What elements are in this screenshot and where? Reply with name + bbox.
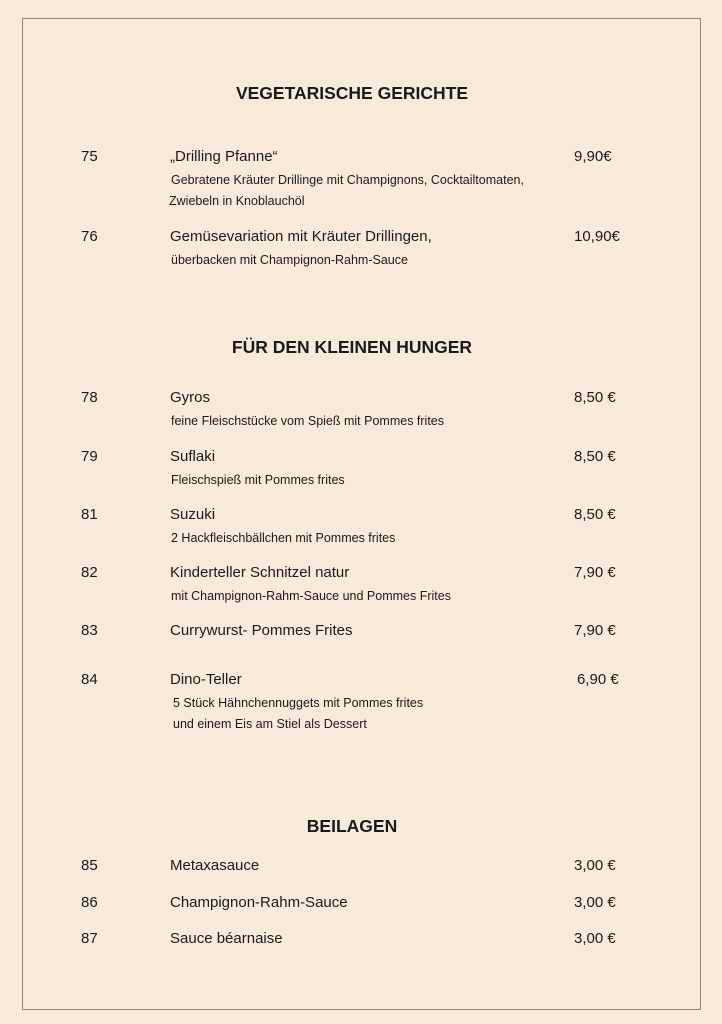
item-name: „Drilling Pfanne“ <box>170 148 278 165</box>
item-price: 8,50 € <box>574 389 616 406</box>
section-heading: BEILAGEN <box>306 816 398 836</box>
item-number: 84 <box>81 671 98 688</box>
item-name: Suzuki <box>170 506 216 523</box>
item-number: 82 <box>81 564 98 581</box>
item-number: 76 <box>81 228 98 245</box>
item-name: Metaxasauce <box>170 857 260 874</box>
item-name: Dino-Teller <box>170 671 242 688</box>
item-name: Currywurst- Pommes Frites <box>170 622 353 639</box>
item-number: 86 <box>81 894 98 911</box>
section-heading: VEGETARISCHE GERICHTE <box>235 83 469 103</box>
item-price: 9,90€ <box>574 148 612 165</box>
item-number: 79 <box>81 448 98 465</box>
item-description: Zwiebeln in Knoblauchöl <box>169 194 305 208</box>
item-description: 2 Hackfleischbällchen mit Pommes frites <box>171 531 396 545</box>
item-price: 7,90 € <box>574 622 616 639</box>
item-price: 3,00 € <box>574 894 616 911</box>
item-price: 6,90 € <box>577 671 619 688</box>
item-price: 3,00 € <box>574 930 616 947</box>
item-price: 8,50 € <box>574 448 616 465</box>
item-description: Gebratene Kräuter Drillinge mit Champignons, Cocktailtomaten, <box>171 173 524 187</box>
section-heading: FÜR DEN KLEINEN HUNGER <box>231 337 473 357</box>
item-number: 75 <box>81 148 98 165</box>
item-number: 83 <box>81 622 98 639</box>
item-name: Kinderteller Schnitzel natur <box>170 564 350 581</box>
item-number: 87 <box>81 930 98 947</box>
item-name: Gyros <box>170 389 211 406</box>
item-name: Sauce béarnaise <box>170 930 283 947</box>
item-description: feine Fleischstücke vom Spieß mit Pommes frites <box>171 414 444 428</box>
item-number: 85 <box>81 857 98 874</box>
item-description: mit Champignon-Rahm-Sauce und Pommes Frites <box>171 589 451 603</box>
item-price: 7,90 € <box>574 564 616 581</box>
item-price: 10,90€ <box>574 228 620 245</box>
item-description: überbacken mit Champignon-Rahm-Sauce <box>171 253 408 267</box>
item-name: Suflaki <box>170 448 216 465</box>
item-price: 3,00 € <box>574 857 616 874</box>
item-name: Champignon-Rahm-Sauce <box>170 894 348 911</box>
item-name: Gemüsevariation mit Kräuter Drillingen, <box>170 228 432 245</box>
item-price: 8,50 € <box>574 506 616 523</box>
item-description: 5 Stück Hähnchennuggets mit Pommes frites <box>173 696 424 710</box>
item-description: und einem Eis am Stiel als Dessert <box>173 717 367 731</box>
item-description: Fleischspieß mit Pommes frites <box>171 473 345 487</box>
item-number: 81 <box>81 506 98 523</box>
item-number: 78 <box>81 389 98 406</box>
